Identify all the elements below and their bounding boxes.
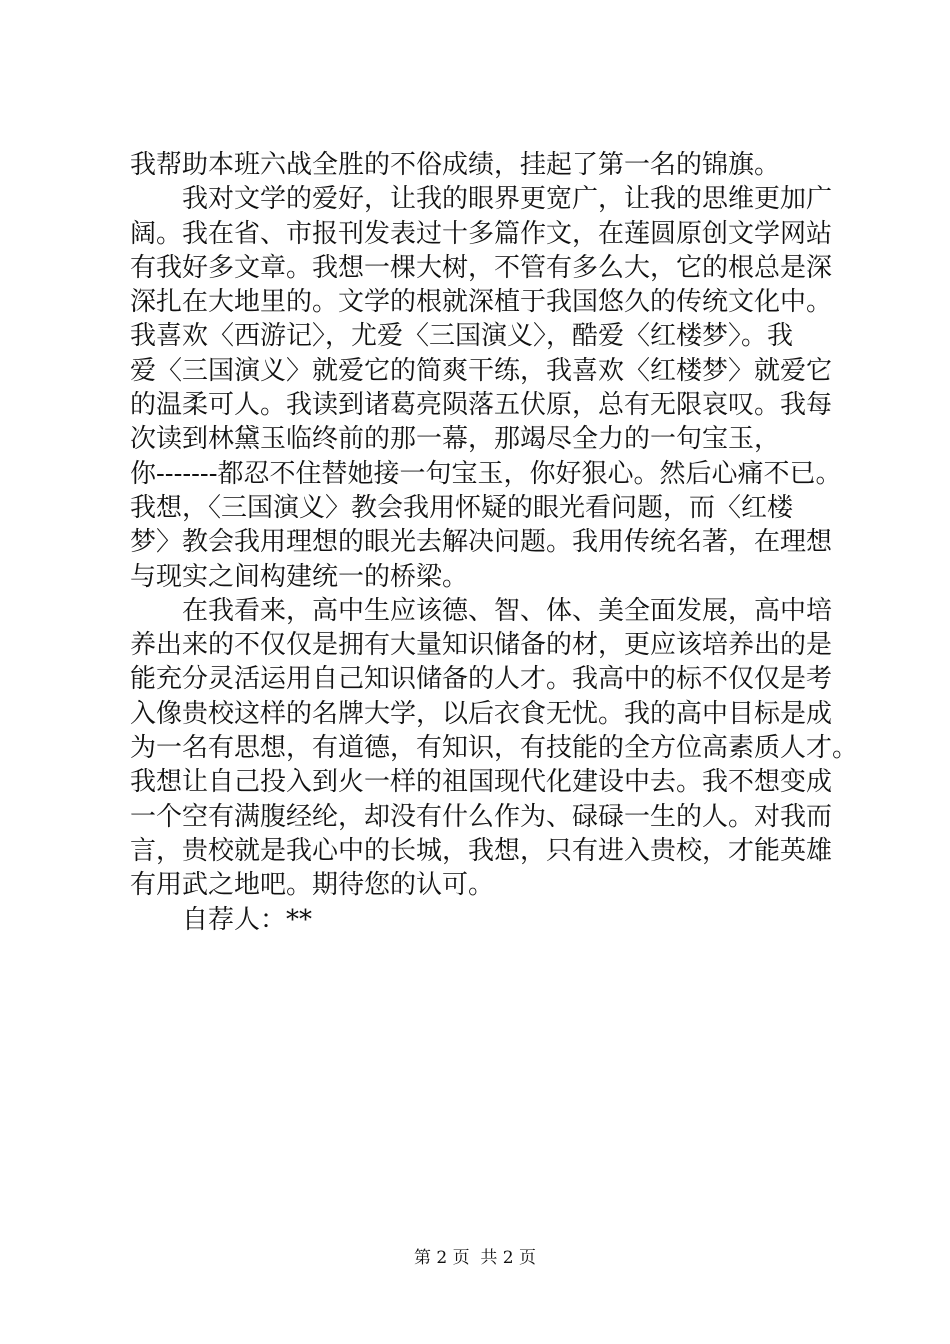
text-line: 爱〈三国演义〉就爱它的简爽干练，我喜欢〈红楼梦〉就爱它 xyxy=(130,355,833,386)
text-line: 的温柔可人。我读到诸葛亮陨落五伏原，总有无限哀叹。我每 xyxy=(130,390,833,421)
text-line: 有我好多文章。我想一棵大树，不管有多么大，它的根总是深 xyxy=(130,252,833,283)
text-line: 一个空有满腹经纶，却没有什么作为、碌碌一生的人。对我而 xyxy=(130,801,833,832)
text-line: 言，贵校就是我心中的长城，我想，只有进入贵校，才能英雄 xyxy=(130,835,833,866)
letter-body xyxy=(130,148,859,937)
page-number-label: 第 2 页 共 2 页 xyxy=(413,1248,537,1268)
text-line: 入像贵校这样的名牌大学，以后衣食无忧。我的高中目标是成 xyxy=(130,698,833,729)
signature-line: 自荐人：** xyxy=(182,904,313,935)
text-line: 次读到林黛玉临终前的那一幕，那竭尽全力的一句宝玉， xyxy=(130,424,781,455)
text-line: 为一名有思想，有道德，有知识，有技能的全方位高素质人才。 xyxy=(130,733,859,764)
text-line: 深扎在大地里的。文学的根就深植于我国悠久的传统文化中。 xyxy=(130,287,833,318)
text-line: 我想，〈三国演义〉教会我用怀疑的眼光看问题，而〈红楼 xyxy=(130,492,794,523)
paragraph-start-line: 在我看来，高中生应该德、智、体、美全面发展，高中培 xyxy=(182,595,833,626)
text-line: 我喜欢〈西游记〉，尤爱〈三国演义〉，酷爱〈红楼梦〉。我 xyxy=(130,321,794,352)
text-line: 我想让自己投入到火一样的祖国现代化建设中去。我不想变成 xyxy=(130,767,833,798)
text-line: 与现实之间构建统一的桥梁。 xyxy=(130,561,469,592)
text-line: 养出来的不仅仅是拥有大量知识储备的材，更应该培养出的是 xyxy=(130,630,833,661)
text-line: 你-------都忍不住替她接一句宝玉，你好狠心。然后心痛不已。 xyxy=(130,458,842,489)
text-line: 我帮助本班六战全胜的不俗成绩，挂起了第一名的锦旗。 xyxy=(130,150,781,180)
paragraph-start-line: 我对文学的爱好，让我的眼界更宽广，让我的思维更加广 xyxy=(182,184,833,215)
text-line: 梦〉教会我用理想的眼光去解决问题。我用传统名著，在理想 xyxy=(130,527,833,558)
page-footer xyxy=(0,1243,950,1268)
text-line: 阔。我在省、市报刊发表过十多篇作文，在莲圆原创文学网站 xyxy=(130,218,833,249)
text-line: 有用武之地吧。期待您的认可。 xyxy=(130,870,495,901)
text-line: 能充分灵活运用自己知识储备的人才。我高中的标不仅仅是考 xyxy=(130,664,833,695)
